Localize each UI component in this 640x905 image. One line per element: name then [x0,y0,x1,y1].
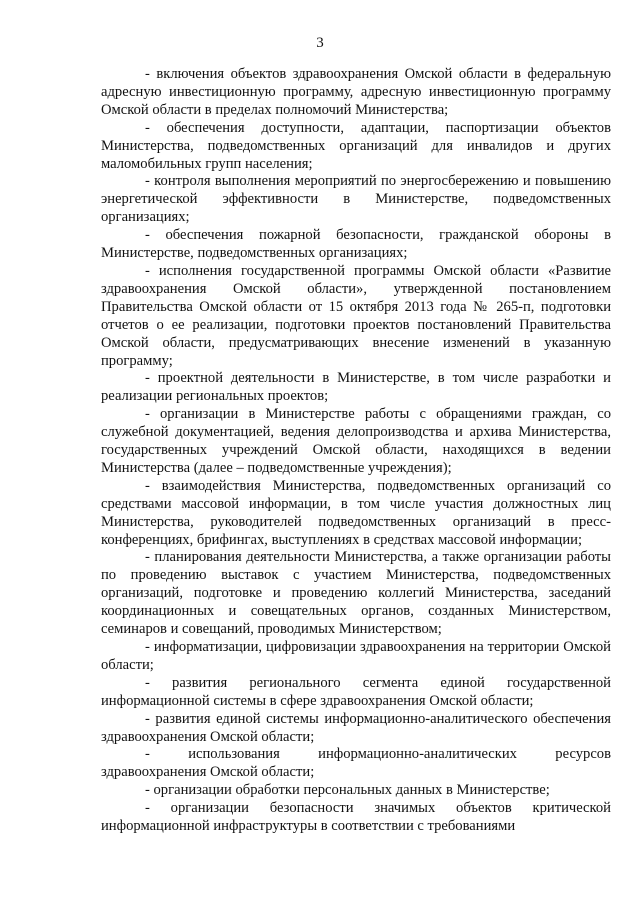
list-item: - контроля выполнения мероприятий по энергосбережению и повышению энергетической эффективности в Министерстве, подведомственных организациях; [101,173,611,226]
list-item: - обеспечения доступности, адаптации, паспортизации объектов Министерства, подведомственных организаций для инвалидов и других маломобильных групп населения; [101,119,611,172]
list-item: - развития единой системы информационно-аналитического обеспечения здравоохранения Омской области; [101,710,611,745]
list-item: - информатизации, цифровизации здравоохранения на территории Омской области; [101,639,611,673]
list-item: - проектной деятельности в Министерстве, в том числе разработки и реализации региональных проектов; [101,370,611,405]
list-item: - организации обработки персональных данных в Министерстве; [145,782,550,799]
list-item: - организации в Министерстве работы с обращениями граждан, со служебной документацией, ведения делопроизводства и архива Министерства, государственных учреждений Омской области, находящихся в ведении Министерства (далее – подведомственные учреждения); [101,406,611,476]
list-item: - планирования деятельности Министерства, а также организации работы по проведению выставок с участием Министерства, подведомственных организаций, подготовке и проведению коллегий Министерства, заседаний координационных и совещательных органов, созданных Министерством, семинаров и совещаний, проводимых Министерством; [101,549,611,638]
page-number: 3 [316,35,324,51]
list-item: - использования информационно-аналитических ресурсов здравоохранения Омской области; [101,746,611,781]
list-item: - включения объектов здравоохранения Омской области в федеральную адресную инвестиционную программу, адресную инвестиционную программу Омской области в пределах полномочий Министерства; [101,66,611,118]
list-item: - обеспечения пожарной безопасности, гражданской обороны в Министерстве, подведомственных организациях; [101,227,611,262]
list-item: - исполнения государственной программы Омской области «Развитие здравоохранения Омской области», утвержденной постановлением Правительства Омской области от 15 октября 2013 года № 265-п, подготовки отчетов о ее реализации, подготовки проектов постановлений Правительства Омской области, предусматривающих внесение изменений в указанную программу; [101,262,611,369]
list-item: - развития регионального сегмента единой государственной информационной системы в сфере здравоохранения Омской области; [101,674,611,709]
document-body [101,66,611,836]
list-item: - организации безопасности значимых объектов критической информационной инфраструктуры в соответствии с требованиями [101,800,611,835]
list-item: - взаимодействия Министерства, подведомственных организаций со средствами массовой информации, в том числе участия должностных лиц Министерства, руководителей подведомственных организаций в пресс-конференциях, брифингах, выступлениях в средствах массовой информации; [101,477,611,548]
